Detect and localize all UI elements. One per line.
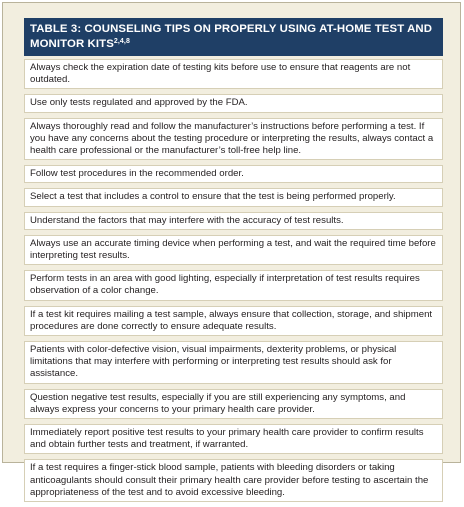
tip-row: Perform tests in an area with good lighting, especially if interpretation of test results requires observation of a color change. [24,270,443,300]
tip-row: Follow test procedures in the recommended order. [24,165,443,183]
tip-row: Patients with color-defective vision, visual impairments, dexterity problems, or physical limitations that may interfere with performing or interpreting test results should ask for assistance. [24,341,443,384]
tip-row: If a test kit requires mailing a test sample, always ensure that collection, storage, and shipment procedures are done correctly to ensure adequate results. [24,306,443,336]
table-panel [2,2,461,498]
tip-row: Use only tests regulated and approved by the FDA. [24,94,443,112]
table-title [24,18,443,56]
table-title-line1: TABLE 3: COUNSELING TIPS ON PROPERLY USING AT-HOME TEST AND [30,23,433,35]
tips-list [24,59,443,507]
tip-row: Always use an accurate timing device when performing a test, and wait the required time before interpreting test results. [24,235,443,265]
tip-row: If a test requires a finger-stick blood sample, patients with bleeding disorders or taking anticoagulants should consult their primary health care provider before testing to ascertain the appropriateness of the test and to avoid excessive bleeding. [24,459,443,502]
table-title-references: 2,4,8 [113,37,130,45]
tip-row: Always check the expiration date of testing kits before use to ensure that reagents are not outdated. [24,59,443,89]
tip-row: Always thoroughly read and follow the manufacturer’s instructions before performing a test. If you have any concerns about the testing procedure or interpreting the results, always contact a health care professional or the manufacturer’s toll-free help line. [24,118,443,161]
tip-row: Immediately report positive test results to your primary health care provider to confirm results and obtain further tests and treatment, if warranted. [24,424,443,454]
tip-row: Question negative test results, especially if you are still experiencing any symptoms, and always express your concerns to your primary health care provider. [24,389,443,419]
tip-row: Understand the factors that may interfere with the accuracy of test results. [24,212,443,230]
table-title-line2: MONITOR KITS [30,37,114,50]
tip-row: Select a test that includes a control to ensure that the test is being performed properly. [24,188,443,206]
